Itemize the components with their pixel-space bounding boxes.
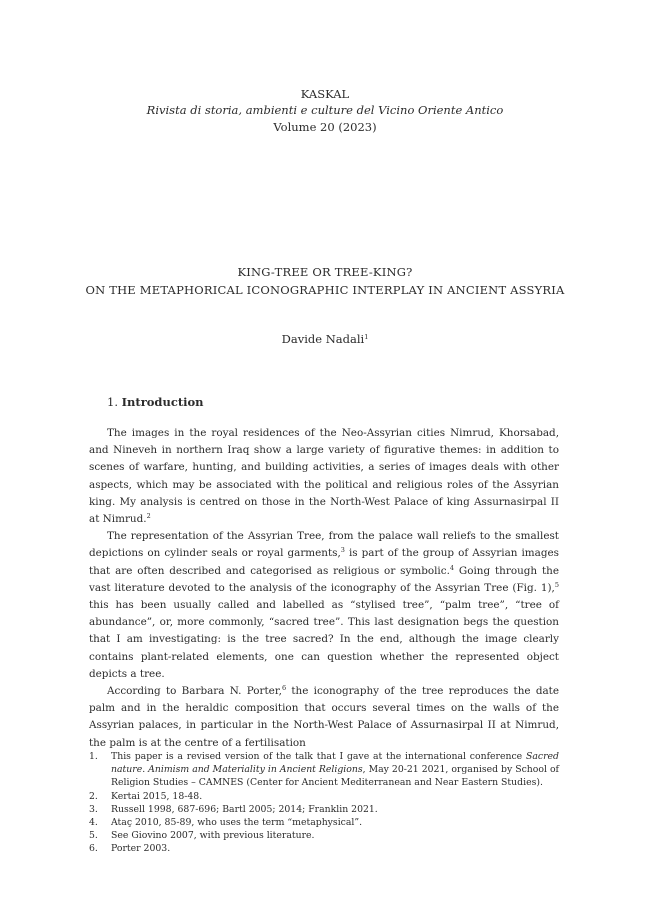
footnote-number: 4. <box>89 817 98 829</box>
footnote-4 <box>89 816 559 829</box>
section-title: Introduction <box>121 395 204 409</box>
article-title-line2: ON THE METAPHORICAL ICONOGRAPHIC INTERPLAY IN ANCIENT ASSYRIA <box>85 283 565 297</box>
journal-name: KASKAL <box>300 87 350 101</box>
footnote-ref: 2 <box>146 512 151 521</box>
footnote-ref: 4 <box>449 563 455 572</box>
paragraph-2-text-c: Going through the vast literature devoted to the analysis of the iconography of the Assyrian Tree (Fig. 1), <box>89 564 560 594</box>
footnote-5 <box>89 829 559 842</box>
footnote-ref: 6 <box>281 684 287 693</box>
footnote-text: Ataç 2010, 85-89, who uses the term “metaphysical”. <box>111 817 363 829</box>
footnote-text: Kertai 2015, 18-48. <box>111 790 203 802</box>
article-title-line1: KING-TREE OR TREE-KING? <box>237 265 413 279</box>
footnote-text <box>111 750 559 790</box>
footnote-6 <box>89 842 559 855</box>
paragraph-2-text-d: this has been usually called and labelled as “stylised tree”, “palm tree”, “tree of abundance”, or, more commonly, “sacred tree”. This last designation begs the question that I am investigating: is the tree sacred? In the end, although the image clearly contains plant-related elements, one can question whether the represented object depicts a tree. <box>89 599 559 680</box>
footnote-ref: 5 <box>554 580 559 589</box>
footnote-text: Russell 1998, 687-696; Bartl 2005; 2014; Franklin 2021. <box>111 803 378 815</box>
journal-volume: Volume 20 (2023) <box>273 120 377 134</box>
paragraph-3-text-a: According to Barbara N. Porter, <box>107 685 282 698</box>
journal-subtitle <box>0 102 650 118</box>
footnote-1-text-a: This paper is a revised version of the talk that I gave at the international conference <box>111 751 526 762</box>
footnote-number: 2. <box>89 790 98 802</box>
journal-subtitle-text: Rivista di storia, ambienti e culture del Vicino Oriente Antico <box>146 103 504 117</box>
footnote-text: Porter 2003. <box>111 843 171 855</box>
footnote-1-italic: Sacred nature. Animism and Materiality in Ancient Religions <box>111 751 559 776</box>
footnote-number: 1. <box>89 751 98 762</box>
paragraph-1 <box>89 425 559 528</box>
paragraph-2 <box>89 528 559 683</box>
paragraph-2-text-a: The representation of the Assyrian Tree, from the palace wall reliefs to the smallest depictions on cylinder seals or royal garments, <box>89 530 559 560</box>
paragraph-3-text-b: the iconography of the tree reproduces the date palm and in the heraldic composition that occurs several times on the walls of the Assyrian palaces, in particular in the North-West Palace of Assurnasirpal II at Nimrud, the palm is at the centre of a fertilisation <box>89 685 560 749</box>
footnote-3 <box>89 803 559 816</box>
footnote-text: See Giovino 2007, with previous literature. <box>111 830 315 842</box>
paragraph-2-text-b: is part of the group of Assyrian images that are often described and categorised as religious or symbolic. <box>89 547 559 577</box>
footnote-number: 3. <box>89 803 98 815</box>
section-heading <box>107 395 204 409</box>
footnote-1-text-b: , May 20-21 2021, organised by School of Religion Studies – CAMNES (Center for Ancient Mediterranean and Near Eastern Studies). <box>111 764 559 789</box>
article-author <box>0 332 650 346</box>
author-name: Davide Nadali <box>281 332 365 346</box>
footnote-number: 6. <box>89 843 98 855</box>
footnote-number: 5. <box>89 830 98 842</box>
paragraph-1-text: The images in the royal residences of the Neo-Assyrian cities Nimrud, Khorsabad, and Nineveh in northern Iraq show a large variety of figurative themes: in addition to scenes of warfare, hunting, and building activities, a series of images deals with other aspects, which may be associated with the political and religious roles of the Assyrian king. My analysis is centred on those in the North-West Palace of king Assurnasirpal II at Nimrud. <box>89 427 559 526</box>
footnote-ref: 3 <box>340 546 345 555</box>
paragraph-3 <box>89 683 559 752</box>
author-footnote-ref: 1 <box>364 333 369 341</box>
footnotes <box>89 750 559 856</box>
body-text <box>89 425 559 752</box>
footnote-2 <box>89 790 559 803</box>
footnote-1 <box>89 750 559 790</box>
section-number: 1. <box>107 395 118 409</box>
